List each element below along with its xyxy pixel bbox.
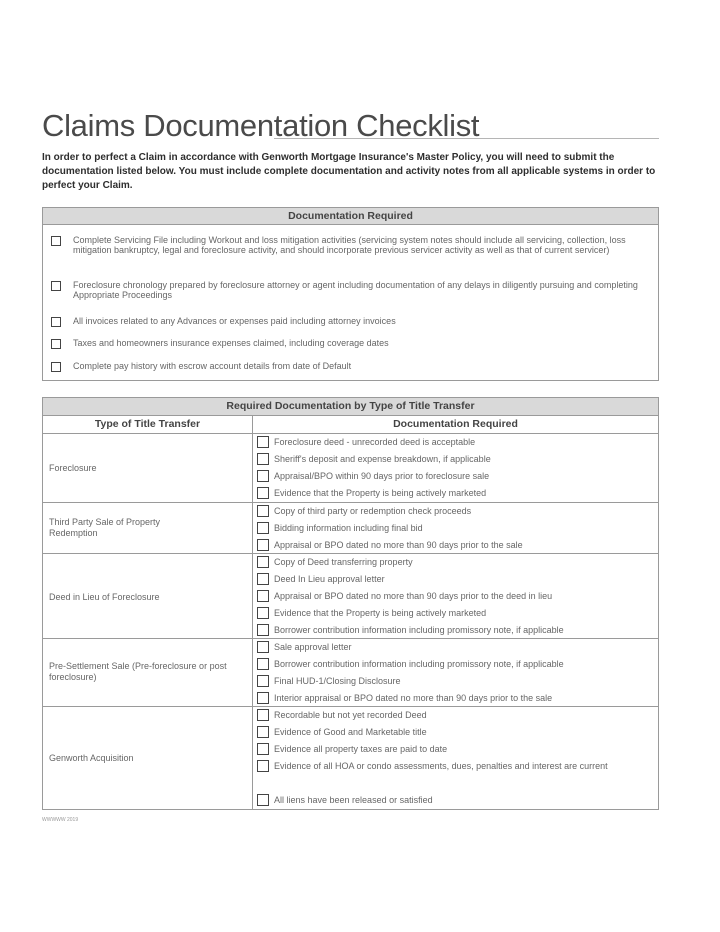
- transfer-type-label: Foreclosure: [49, 463, 97, 473]
- checkbox[interactable]: [257, 760, 269, 772]
- doc-item-text: Copy of third party or redemption check proceeds: [274, 506, 472, 516]
- column-header-docs: Documentation Required: [393, 418, 518, 430]
- doc-item: [257, 724, 657, 741]
- checkbox[interactable]: [257, 675, 269, 687]
- doc-item: [257, 503, 657, 520]
- checkbox[interactable]: [257, 522, 269, 534]
- doc-item-text: Appraisal or BPO dated no more than 90 days prior to the sale: [274, 540, 523, 550]
- checklist-item-text: Complete pay history with escrow account details from date of Default: [73, 361, 352, 371]
- checkbox[interactable]: [257, 436, 269, 448]
- doc-item: [257, 520, 657, 537]
- doc-item-text: Recordable but not yet recorded Deed: [274, 710, 427, 720]
- documentation-required-header: Documentation Required: [43, 208, 658, 225]
- page-title: Claims Documentation Checklist: [42, 108, 480, 143]
- doc-item: [257, 468, 657, 485]
- title-transfer-header: Required Documentation by Type of Title Transfer: [43, 398, 658, 416]
- checkbox[interactable]: [51, 317, 61, 327]
- doc-item: [257, 605, 657, 622]
- doc-item: [257, 690, 657, 707]
- checkbox[interactable]: [51, 281, 61, 291]
- checkbox[interactable]: [257, 641, 269, 653]
- doc-item: [257, 792, 657, 809]
- checkbox[interactable]: [257, 658, 269, 670]
- doc-item: [257, 537, 657, 554]
- transfer-type-label: Deed in Lieu of Foreclosure: [49, 592, 160, 602]
- doc-item: [257, 434, 657, 451]
- checkbox[interactable]: [51, 339, 61, 349]
- doc-item-text: Evidence of all HOA or condo assessments, dues, penalties and interest are current: [274, 761, 608, 771]
- checkbox[interactable]: [257, 692, 269, 704]
- doc-item: [257, 451, 657, 468]
- doc-item-text: Sheriff's deposit and expense breakdown, if applicable: [274, 454, 491, 464]
- doc-item: [257, 673, 657, 690]
- doc-item-text: Evidence of Good and Marketable title: [274, 727, 427, 737]
- intro-paragraph: In order to perfect a Claim in accordance with Genworth Mortgage Insurance's Master Policy, you will need to submit the documentation listed below. You must include complete documentation and activity notes from all applicable systems in order to perfect your Claim.: [42, 152, 656, 191]
- doc-item-text: Deed In Lieu approval letter: [274, 574, 385, 584]
- doc-item: [257, 741, 657, 758]
- doc-item: [257, 554, 657, 571]
- checkbox[interactable]: [257, 453, 269, 465]
- doc-item: [257, 656, 657, 673]
- transfer-type-label: Third Party Sale of Property Redemption: [49, 517, 161, 538]
- checklist-item-text: Complete Servicing File including Workout and loss mitigation activities (servicing system notes should include all servicing, collection, loss mitigation bankruptcy, legal and foreclosure activity, and should incorporate previous servicer activity as well as that of current servicer): [73, 235, 626, 256]
- doc-item: [257, 571, 657, 588]
- checklist-item-text: All invoices related to any Advances or expenses paid including attorney invoices: [73, 316, 396, 326]
- doc-item: [257, 707, 657, 724]
- checkbox[interactable]: [51, 236, 61, 246]
- checkbox[interactable]: [257, 794, 269, 806]
- doc-item-text: Borrower contribution information including promissory note, if applicable: [274, 659, 564, 669]
- checkbox[interactable]: [257, 505, 269, 517]
- checklist-item-text: Foreclosure chronology prepared by foreclosure attorney or agent including documentation of any delays in diligently pursuing and completing Appropriate Proceedings: [73, 280, 638, 301]
- checkbox[interactable]: [257, 709, 269, 721]
- checkbox[interactable]: [257, 607, 269, 619]
- documentation-required-box: [42, 207, 659, 381]
- transfer-type-label: Genworth Acquisition: [49, 753, 134, 763]
- checkbox[interactable]: [257, 487, 269, 499]
- doc-item-text: Appraisal or BPO dated no more than 90 days prior to the deed in lieu: [274, 591, 553, 601]
- checkbox[interactable]: [257, 556, 269, 568]
- doc-item: [257, 622, 657, 639]
- column-divider: [252, 416, 253, 809]
- doc-item-text: Appraisal/BPO within 90 days prior to foreclosure sale: [274, 471, 490, 481]
- transfer-type-label: Pre-Settlement Sale (Pre-foreclosure or post foreclosure): [49, 661, 227, 682]
- doc-item-text: Evidence that the Property is being actively marketed: [274, 608, 487, 618]
- checkbox[interactable]: [257, 624, 269, 636]
- doc-item-text: Foreclosure deed - unrecorded deed is acceptable: [274, 437, 476, 447]
- doc-item: [257, 639, 657, 656]
- doc-item-text: Bidding information including final bid: [274, 523, 423, 533]
- checkbox[interactable]: [257, 470, 269, 482]
- doc-item-text: Interior appraisal or BPO dated no more than 90 days prior to the sale: [274, 693, 553, 703]
- doc-item-text: All liens have been released or satisfied: [274, 795, 433, 805]
- doc-item-text: Borrower contribution information including promissory note, if applicable: [274, 625, 564, 635]
- checkbox[interactable]: [257, 590, 269, 602]
- doc-item-text: Final HUD-1/Closing Disclosure: [274, 676, 401, 686]
- checkbox[interactable]: [257, 573, 269, 585]
- doc-item: [257, 588, 657, 605]
- column-header-type: Type of Title Transfer: [94, 418, 201, 430]
- footer-code: WWWWW 2019: [42, 817, 79, 823]
- doc-item: [257, 485, 657, 502]
- doc-item-text: Evidence that the Property is being actively marketed: [274, 488, 487, 498]
- checkbox[interactable]: [51, 362, 61, 372]
- checkbox[interactable]: [257, 539, 269, 551]
- doc-item: [257, 758, 657, 792]
- title-transfer-table: [42, 397, 659, 810]
- title-divider: [274, 138, 659, 139]
- doc-item-text: Sale approval letter: [274, 642, 352, 652]
- checkbox[interactable]: [257, 726, 269, 738]
- checklist-item-text: Taxes and homeowners insurance expenses claimed, including coverage dates: [73, 338, 389, 348]
- doc-item-text: Copy of Deed transferring property: [274, 557, 413, 567]
- doc-item-text: Evidence all property taxes are paid to date: [274, 744, 448, 754]
- checkbox[interactable]: [257, 743, 269, 755]
